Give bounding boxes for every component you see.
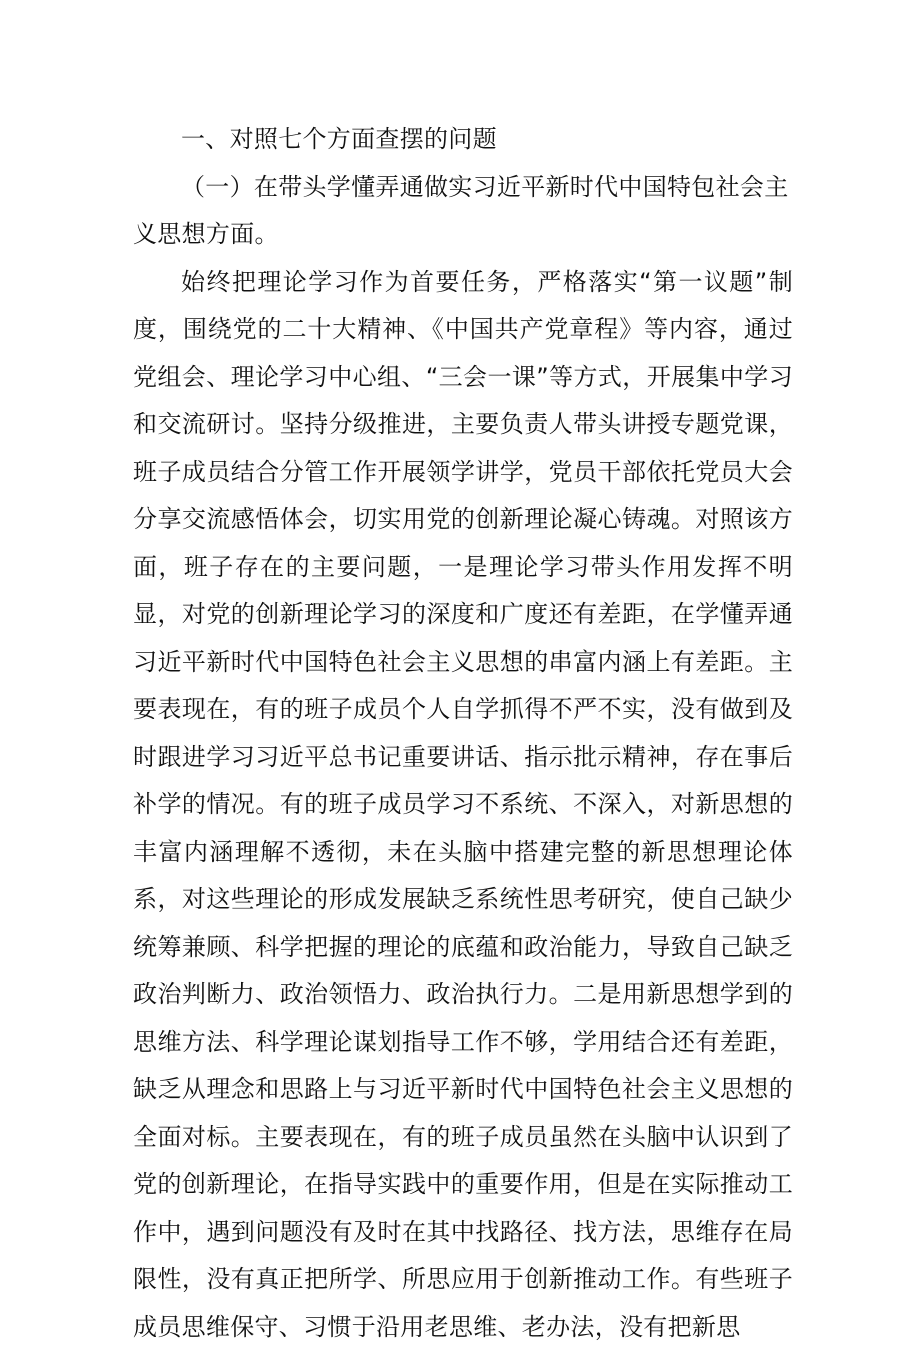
section-heading: 一、对照七个方面查摆的问题 [133, 116, 793, 164]
subsection-heading: （一）在带头学懂弄通做实习近平新时代中国特包社会主义思想方面。 [133, 164, 793, 259]
body-paragraph: 始终把理论学习作为首要任务，严格落实“第一议题”制度，围绕党的二十大精神、《中国共产党章程》等内容，通过党组会、理论学习中心组、“三会一课”等方式，开展集中学习和交流研讨。坚持分级推进，主要负责人带头讲授专题党课，班子成员结合分管工作开展领学讲学，党员干部依托党员大会分享交流感悟体会，切实用党的创新理论凝心铸魂。对照该方面，班子存在的主要问题，一是理论学习带头作用发挥不明显，对党的创新理论学习的深度和广度还有差距，在学懂弄通习近平新时代中国特色社会主义思想的串富内涵上有差距。主要表现在，有的班子成员个人自学抓得不严不实，没有做到及时跟进学习习近平总书记重要讲话、指示批示精神，存在事后补学的情况。有的班子成员学习不系统、不深入，对新思想的丰富内涵理解不透彻，未在头脑中搭建完整的新思想理论体系，对这些理论的形成发展缺乏系统性思考研究，使自己缺少统筹兼顾、科学把握的理论的底蕴和政治能力，导致自己缺乏政治判断力、政治领悟力、政治执行力。二是用新思想学到的思维方法、科学理论谋划指导工作不够，学用结合还有差距，缺乏从理念和思路上与习近平新时代中国特色社会主义思想的全面对标。主要表现在，有的班子成员虽然在头脑中认识到了党的创新理论，在指导实践中的重要作用，但是在实际推动工作中，遇到问题没有及时在其中找路径、找方法，思维存在局限性，没有真正把所学、所思应用于创新推动工作。有些班子成员思维保守、习惯于沿用老思维、老办法，没有把新思 [133, 259, 793, 1351]
document-body [133, 116, 793, 1351]
